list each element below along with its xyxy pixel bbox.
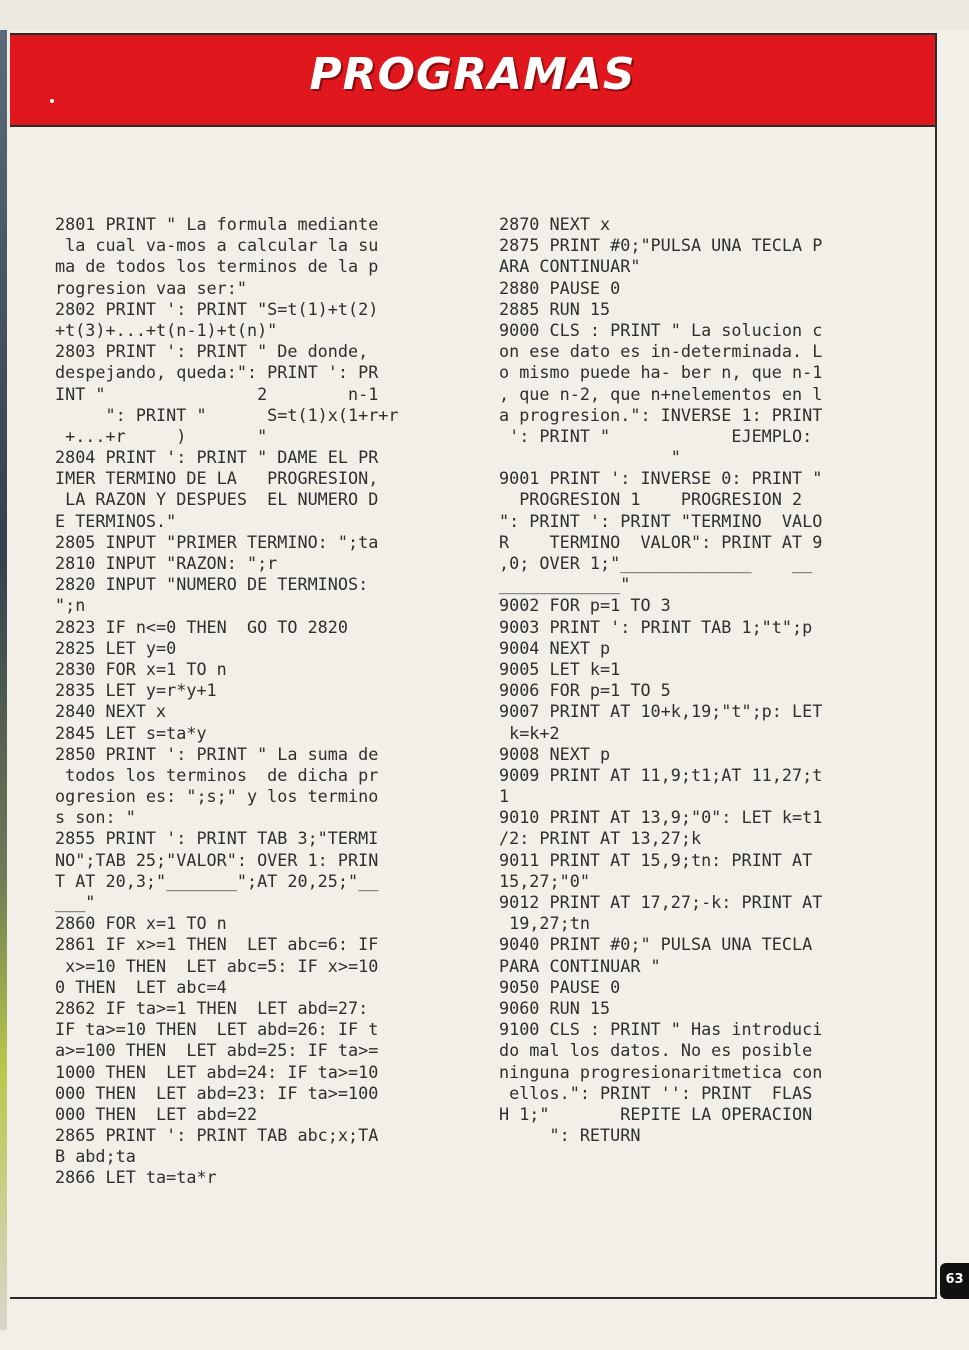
code-line: 2840 NEXT x — [55, 701, 167, 722]
code-line: +t(3)+...+t(n-1)+t(n)" — [55, 319, 278, 340]
code-line: 2810 INPUT "RAZON: ";r — [55, 553, 278, 573]
code-line: 2835 LET y=r*y+1 — [55, 680, 217, 701]
code-line: a>=100 THEN LET abd=25: IF ta>= — [55, 1040, 379, 1061]
code-line: on ese dato es in-determinada. L — [499, 341, 823, 362]
code-line: 2885 RUN 15 — [499, 298, 611, 319]
code-line: 0 THEN LET abc=4 — [55, 976, 227, 997]
listing-column-left — [55, 214, 470, 1189]
code-line: 2865 PRINT ': PRINT TAB abc;x;TA — [55, 1125, 379, 1146]
code-line: o mismo puede ha- ber n, que n-1 — [499, 362, 823, 383]
code-line: rogresion vaa ser:" — [55, 277, 247, 298]
code-line: ____________" — [499, 574, 631, 595]
code-line: E TERMINOS." — [55, 510, 177, 531]
code-line: 2875 PRINT #0;"PULSA UNA TECLA P — [499, 235, 823, 256]
code-line: 000 THEN LET abd=23: IF ta>=100 — [55, 1082, 379, 1103]
code-line: 2845 LET s=ta*y — [55, 722, 207, 743]
code-line: despejando, queda:": PRINT ': PR — [55, 362, 379, 383]
code-line: 9011 PRINT AT 15,9;tn: PRINT AT — [499, 849, 813, 870]
page-edge-strip — [0, 30, 7, 1330]
code-line: 2803 PRINT ': PRINT " De donde, — [55, 341, 369, 362]
code-line: ": RETURN — [499, 1125, 641, 1146]
listing-column-right — [499, 214, 919, 1146]
code-line: 2862 IF ta>=1 THEN LET abd=27: — [55, 997, 369, 1018]
code-line: " — [499, 447, 681, 468]
code-line: ___" — [55, 892, 96, 912]
code-line: NO";TAB 25;"VALOR": OVER 1: PRIN — [55, 849, 379, 870]
code-line: 9005 LET k=1 — [499, 658, 621, 679]
code-line: 9012 PRINT AT 17,27;-k: PRINT AT — [499, 892, 823, 912]
code-line: LA RAZON Y DESPUES EL NUMERO D — [55, 489, 379, 510]
code-line: 9040 PRINT #0;" PULSA UNA TECLA — [499, 934, 813, 955]
code-line: 2861 IF x>=1 THEN LET abc=6: IF — [55, 934, 379, 955]
code-line: H 1;" REPITE LA OPERACION — [499, 1103, 813, 1124]
code-line: todos los terminos de dicha pr — [55, 764, 379, 785]
code-line: 1 — [499, 786, 510, 807]
code-line: 9003 PRINT ': PRINT TAB 1;"t";p — [499, 616, 813, 637]
code-line: 1000 THEN LET abd=24: IF ta>=10 — [55, 1061, 379, 1082]
code-line: 2805 INPUT "PRIMER TERMINO: ";ta — [55, 531, 379, 552]
code-line: 9009 PRINT AT 11,9;t1;AT 11,27;t — [499, 764, 823, 785]
code-line: PARA CONTINUAR " — [499, 955, 661, 976]
code-line: 2830 FOR x=1 TO n — [55, 658, 227, 679]
code-line: la cual va-mos a calcular la su — [55, 235, 379, 256]
code-line: INT " 2 n-1 — [55, 383, 379, 404]
code-line: 2866 LET ta=ta*r — [55, 1167, 217, 1188]
code-line: 2850 PRINT ': PRINT " La suma de — [55, 743, 379, 764]
code-line: a progresion.": INVERSE 1: PRINT — [499, 404, 823, 425]
code-line: 2823 IF n<=0 THEN GO TO 2820 — [55, 616, 348, 637]
code-line: IF ta>=10 THEN LET abd=26: IF t — [55, 1019, 379, 1040]
page-number-tab — [940, 1263, 969, 1299]
code-line: B abd;ta — [55, 1146, 136, 1167]
code-line: 9001 PRINT ': INVERSE 0: PRINT " — [499, 468, 823, 489]
code-line: ellos.": PRINT '': PRINT FLAS — [499, 1082, 813, 1103]
code-line: ";n — [55, 595, 86, 616]
code-line: ma de todos los terminos de la p — [55, 256, 379, 277]
code-line: 9010 PRINT AT 13,9;"0": LET k=t1 — [499, 807, 823, 828]
code-line: 2801 PRINT " La formula mediante — [55, 214, 379, 234]
code-line: 000 THEN LET abd=22 — [55, 1103, 258, 1124]
code-line: ': PRINT " EJEMPLO: — [499, 425, 813, 446]
code-line: ogresion es: ";s;" y los termino — [55, 786, 379, 807]
code-line: PROGRESION 1 PROGRESION 2 — [499, 489, 803, 510]
code-line: 9100 CLS : PRINT " Has introduci — [499, 1019, 823, 1040]
code-line: 2802 PRINT ': PRINT "S=t(1)+t(2) — [55, 298, 379, 319]
code-line: ninguna progresionaritmetica con — [499, 1061, 823, 1082]
code-line: 2855 PRINT ': PRINT TAB 3;"TERMI — [55, 828, 379, 849]
code-line: 9050 PAUSE 0 — [499, 976, 621, 997]
code-line: 9002 FOR p=1 TO 3 — [499, 595, 671, 616]
code-line: 2825 LET y=0 — [55, 637, 177, 658]
code-line: 9000 CLS : PRINT " La solucion c — [499, 319, 823, 340]
code-line: 2860 FOR x=1 TO n — [55, 913, 227, 934]
code-line: /2: PRINT AT 13,27;k — [499, 828, 702, 849]
code-line: k=k+2 — [499, 722, 560, 743]
code-line: 2880 PAUSE 0 — [499, 277, 621, 298]
code-line: IMER TERMINO DE LA PROGRESION, — [55, 468, 379, 489]
code-line: 9008 NEXT p — [499, 743, 611, 764]
code-line: +...+r ) " — [55, 425, 268, 446]
section-header — [10, 35, 935, 127]
top-margin — [0, 0, 969, 30]
code-line: ARA CONTINUAR" — [499, 256, 641, 277]
section-title: PROGRAMAS — [309, 49, 636, 100]
code-line: ": PRINT ': PRINT "TERMINO VALO — [499, 510, 823, 531]
code-line: 2820 INPUT "NUMERO DE TERMINOS: — [55, 574, 369, 595]
code-line: T AT 20,3;"_______";AT 20,25;"__ — [55, 870, 379, 891]
code-line: R TERMINO VALOR": PRINT AT 9 — [499, 531, 823, 552]
code-line: x>=10 THEN LET abc=5: IF x>=10 — [55, 955, 379, 976]
code-line: 9007 PRINT AT 10+k,19;"t";p: LET — [499, 701, 823, 722]
code-line: 19,27;tn — [499, 913, 590, 934]
code-line: 2804 PRINT ': PRINT " DAME EL PR — [55, 447, 379, 468]
code-line: s son: " — [55, 807, 136, 828]
code-line: , que n-2, que n+nelementos en l — [499, 383, 823, 404]
code-line: 15,27;"0" — [499, 870, 590, 891]
code-line: ": PRINT " S=t(1)x(1+r+r — [55, 404, 399, 425]
code-line: 9060 RUN 15 — [499, 997, 611, 1018]
code-line: 2870 NEXT x — [499, 214, 611, 234]
page-number: 63 — [945, 1272, 964, 1287]
code-line: ,0; OVER 1;"_____________ __ — [499, 553, 813, 573]
code-line: 9006 FOR p=1 TO 5 — [499, 680, 671, 701]
code-line: do mal los datos. No es posible — [499, 1040, 813, 1061]
code-line: 9004 NEXT p — [499, 637, 611, 658]
